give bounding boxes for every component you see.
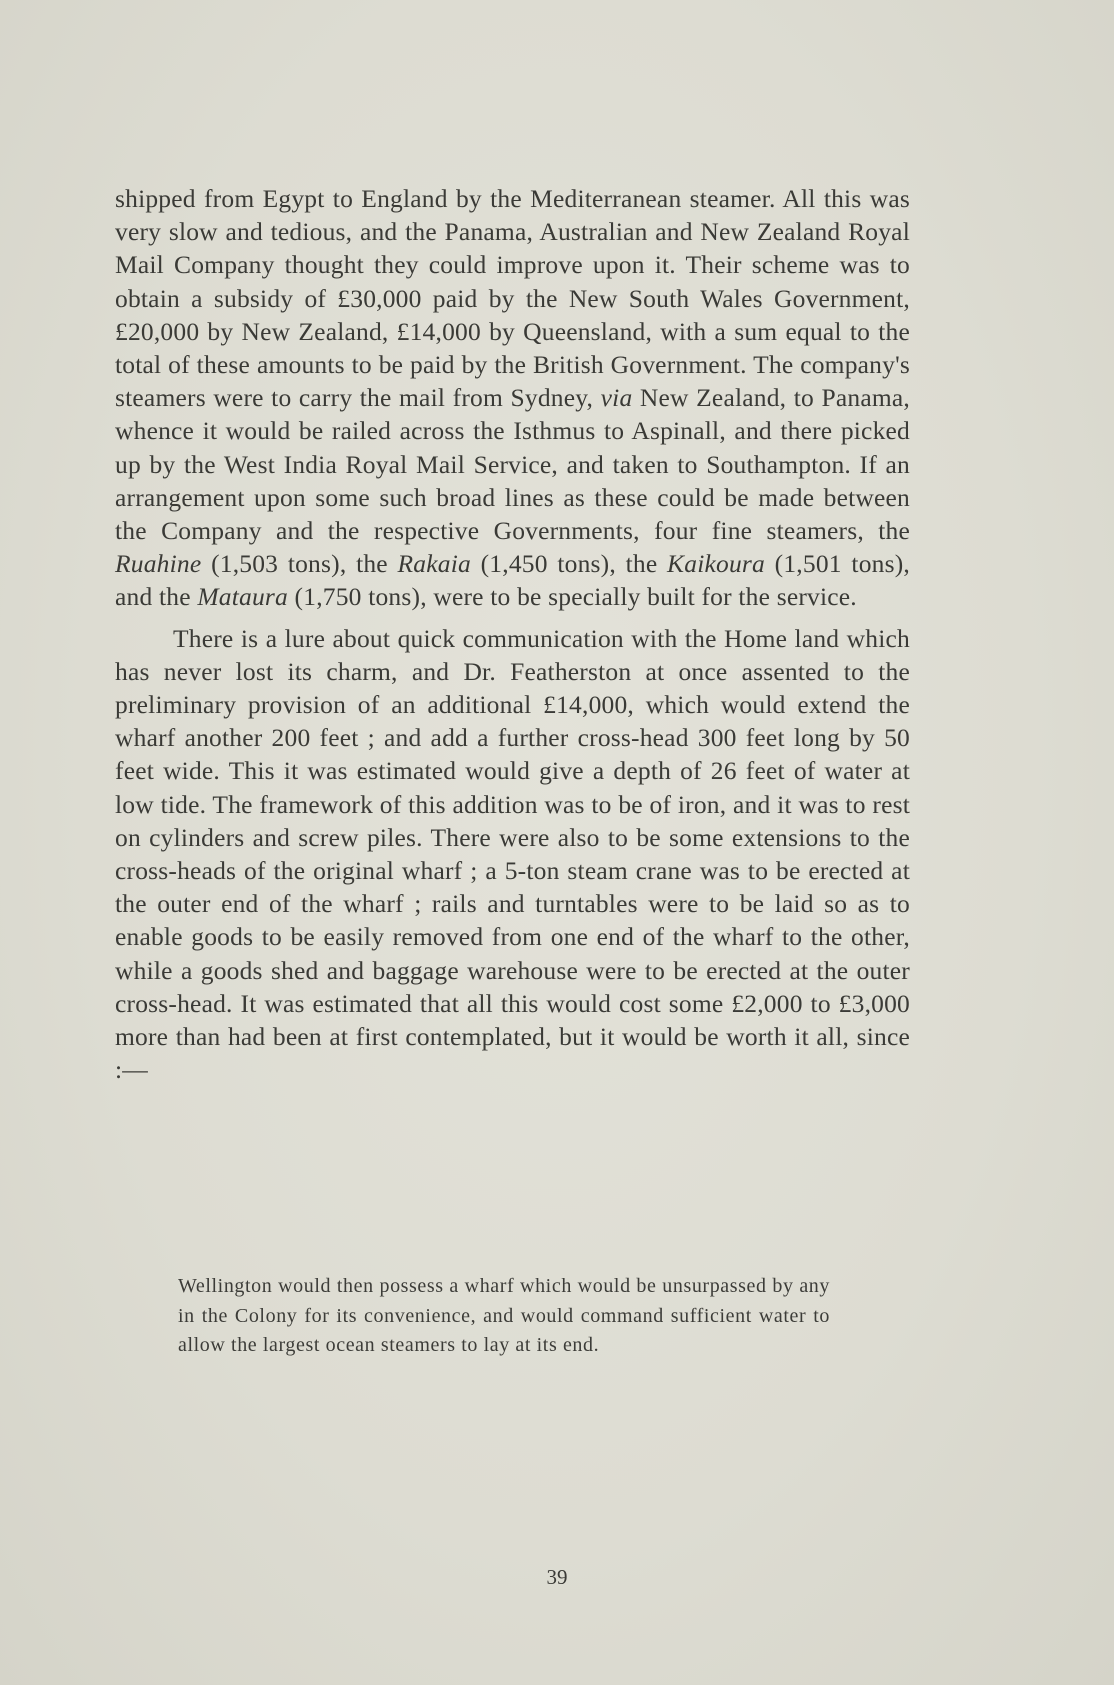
block-quote: Wellington would then possess a wharf which would be unsurpassed by any in the Colony for its convenience, and would command sufficient water to allow the largest ocean steamers to lay at its end. xyxy=(178,1275,830,1356)
ship-name-rakaia: Rakaia xyxy=(397,549,471,579)
italic-via: via xyxy=(600,383,633,413)
ship-name-kaikoura: Kaikoura xyxy=(667,549,765,579)
text-segment: (1,450 tons), the xyxy=(470,549,668,579)
paragraph-shipping-scheme xyxy=(115,182,910,614)
text-segment: (1,750 tons), were to be specially built for the service. xyxy=(287,582,857,612)
text-segment: (1,501 tons), and the xyxy=(115,549,910,612)
ship-name-ruahine: Ruahine xyxy=(115,549,202,579)
body-text xyxy=(115,182,910,1086)
text-segment: New Zealand, to Panama, whence it would be railed across the Isthmus to Aspinall, and there picked up by the West India Royal Mail Service, and taken to Southampton. If an arrangement upon some such broad lines as these could be made between the Company and the respective Governments, four fine steamers, the xyxy=(115,383,910,546)
text-segment: (1,503 tons), the xyxy=(201,549,398,579)
text-segment: shipped from Egypt to England by the Mediterranean steamer. All this was very slow and tedious, and the Panama, Australian and New Zealand Royal Mail Company thought they could improve upon it. Their scheme was to obtain a subsidy of £30,000 paid by the New South Wales Government, £20,000 by New Zealand, £14,000 by Queensland, with a sum equal to the total of these amounts to be paid by the British Government. The company's steamers were to carry the mail from Sydney, xyxy=(115,184,910,413)
paragraph-wharf-extension: There is a lure about quick communication with the Home land which has never lost its charm, and Dr. Featherston at once assented to the preliminary provision of an additional £14,000, which would extend the wharf another 200 feet ; and add a further cross-head 300 feet long by 50 feet wide. This it was estimated would give a depth of 26 feet of water at low tide. The framework of this addition was to be of iron, and it was to rest on cylinders and screw piles. There were also to be some extensions to the cross-heads of the original wharf ; a 5-ton steam crane was to be erected at the outer end of the wharf ; rails and turntables were to be laid so as to enable goods to be easily removed from one end of the wharf to the other, while a goods shed and baggage warehouse were to be erected at the outer cross-head. It was estimated that all this would cost some £2,000 to £3,000 more than had been at first contemplated, but it would be worth it all, since :— xyxy=(115,623,910,1085)
page-number: 39 xyxy=(546,1565,568,1589)
ship-name-mataura: Mataura xyxy=(197,582,288,612)
